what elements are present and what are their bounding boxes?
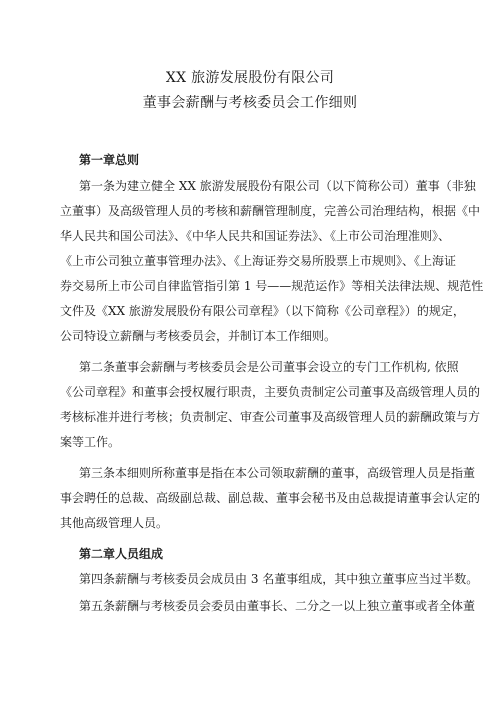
paragraph-line: 案等工作。 [60, 435, 121, 449]
document-title-company: XX 旅游发展股份有限公司 [165, 70, 335, 86]
paragraph-line: 第三条本细则所称董事是指在本公司领取薪酬的董事，高级管理人员是指董 [79, 466, 476, 480]
paragraph-line: 《公司章程》和董事会授权履行职责，主要负责制定公司董事及高级管理人员的 [60, 385, 481, 399]
chapter-heading: 第二章人员组成 [79, 547, 164, 561]
chapter-heading: 第一章总则 [79, 153, 140, 167]
paragraph-line: 华人民共和国公司法》、《中华人民共和国证券法》、《上市公司治理准则》、 [60, 229, 451, 243]
paragraph-line: 考核标准并进行考核；负责制定、审查公司董事及高级管理人员的薪酬政策与方 [60, 410, 481, 424]
paragraph-line: 公司特设立薪酬与考核委员会，并制订本工作细则。 [60, 329, 337, 343]
paragraph-line: 第二条董事会薪酬与考核委员会是公司董事会设立的专门工作机构, 依照 [79, 360, 459, 374]
document-title: 董事会薪酬与考核委员会工作细则 [142, 95, 358, 111]
paragraph-line: 第一条为建立健全 XX 旅游发展股份有限公司（以下简称公司）董事（非独 [79, 179, 476, 193]
paragraph-line: 立董事）及高级管理人员的考核和薪酬管理制度，完善公司治理结构，根据《中 [60, 204, 481, 218]
paragraph-line: 事会聘任的总裁、高级副总裁、副总裁、董事会秘书及由总裁提请董事会认定的 [60, 491, 481, 505]
paragraph-line: 其他高级管理人员。 [60, 516, 169, 530]
paragraph-line: 第四条薪酬与考核委员会成员由 3 名董事组成，其中独立董事应当过半数。 [79, 572, 479, 586]
paragraph-line: 《上市公司独立董事管理办法》、《上海证券交易所股票上市规则》、《上海证 [60, 254, 457, 268]
paragraph-line: 券交易所上市公司自律监管指引第 1 号——规范运作》等相关法律法规、规范性 [60, 279, 484, 293]
paragraph-line: 文件及《XX 旅游发展股份有限公司章程》（以下简称《公司章程》）的规定， [60, 304, 465, 318]
paragraph-line: 第五条薪酬与考核委员会委员由董事长、二分之一以上独立董事或者全体董 [79, 599, 476, 613]
